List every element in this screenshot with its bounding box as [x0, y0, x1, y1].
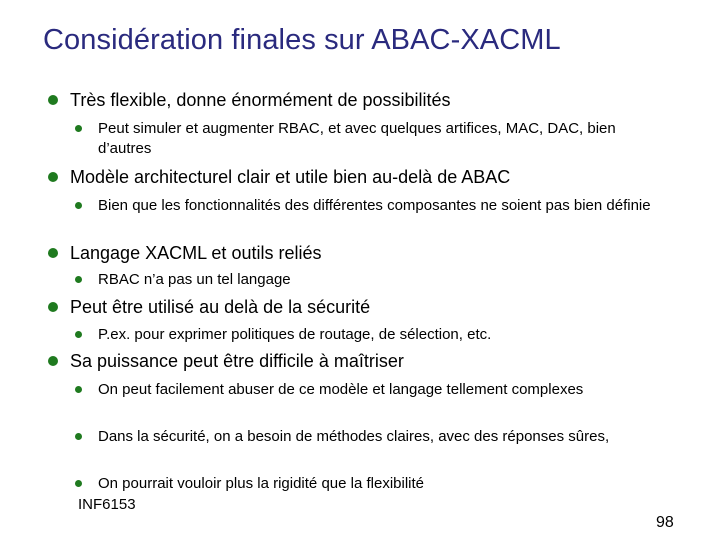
sub-bullet-item — [98, 119, 658, 159]
sub-bullet-text: On pourrait vouloir plus la rigidité que la flexibilité — [98, 475, 425, 492]
sub-bullet-item — [98, 427, 678, 447]
sub-bullet-text: Dans la sécurité, on a besoin de méthodes claires, avec des réponses sûres, — [98, 428, 610, 445]
bullet-text: Langage XACML et outils reliés — [70, 243, 322, 263]
bullet-dot-icon — [48, 95, 58, 105]
bullet-item — [70, 296, 370, 318]
sub-bullet-dot-icon — [75, 433, 82, 440]
bullet-dot-icon — [48, 302, 58, 312]
sub-bullet-dot-icon — [75, 125, 82, 132]
bullet-dot-icon — [48, 248, 58, 258]
sub-bullet-item — [98, 474, 678, 494]
sub-bullet-text: Bien que les fonctionnalités des différentes composantes ne soient pas bien définie — [98, 197, 651, 214]
sub-bullet-text: On peut facilement abuser de ce modèle et langage tellement complexes — [98, 381, 584, 398]
sub-bullet-item — [98, 325, 678, 345]
bullet-text: Très flexible, donne énormément de possibilités — [70, 90, 451, 110]
sub-bullet-text: Peut simuler et augmenter RBAC, et avec quelques artifices, MAC, DAC, bien d’autres — [98, 120, 616, 157]
slide-title: Considération finales sur ABAC-XACML — [43, 24, 561, 56]
sub-bullet-dot-icon — [75, 386, 82, 393]
bullet-item — [70, 350, 404, 372]
bullet-dot-icon — [48, 172, 58, 182]
bullet-text: Modèle architecturel clair et utile bien au-delà de ABAC — [70, 167, 511, 187]
sub-bullet-item — [98, 196, 678, 216]
bullet-item — [70, 166, 510, 188]
bullet-dot-icon — [48, 356, 58, 366]
sub-bullet-item — [98, 270, 678, 290]
bullet-text: Sa puissance peut être difficile à maîtriser — [70, 351, 404, 371]
bullet-item — [70, 242, 321, 264]
footer-course-code: INF6153 — [78, 496, 136, 513]
sub-bullet-text: P.ex. pour exprimer politiques de routage, de sélection, etc. — [98, 326, 492, 343]
sub-bullet-dot-icon — [75, 202, 82, 209]
sub-bullet-item — [98, 380, 618, 400]
sub-bullet-dot-icon — [75, 480, 82, 487]
sub-bullet-dot-icon — [75, 331, 82, 338]
sub-bullet-dot-icon — [75, 276, 82, 283]
bullet-text: Peut être utilisé au delà de la sécurité — [70, 297, 371, 317]
sub-bullet-text: RBAC n’a pas un tel langage — [98, 271, 291, 288]
page-number: 98 — [656, 514, 674, 531]
bullet-item — [70, 89, 451, 111]
